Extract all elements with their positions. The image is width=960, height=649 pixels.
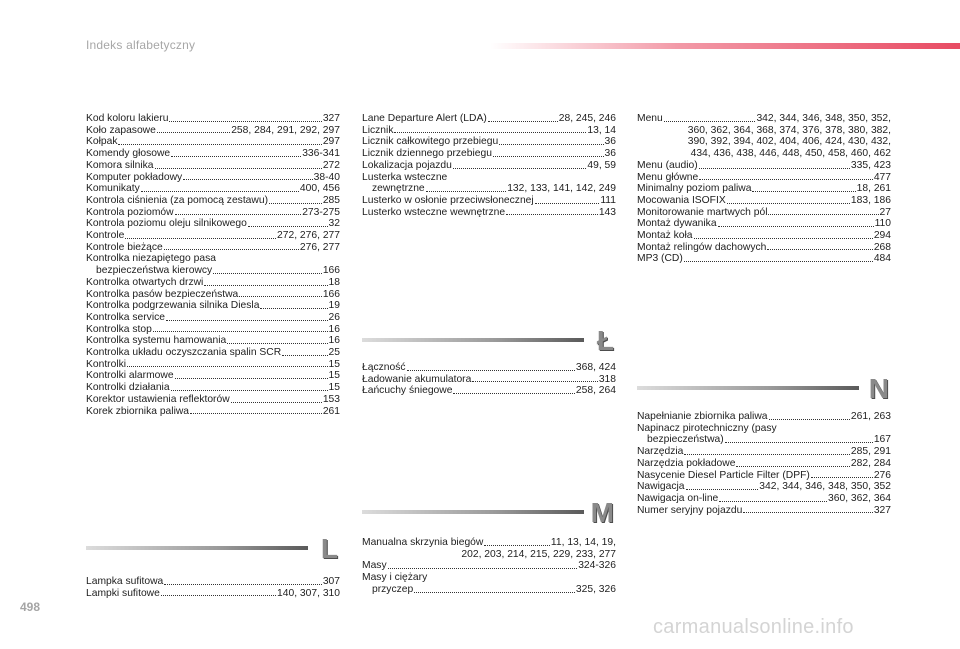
entry-term: Kontrolka otwartych drzwi <box>86 276 204 288</box>
entry-pages: 25 <box>328 347 340 359</box>
entry-term: Komunikaty <box>86 183 140 195</box>
index-entry <box>86 324 340 336</box>
entry-term: Masy <box>362 560 387 572</box>
dot-leader <box>183 179 313 180</box>
entry-term: Kontrolki alarmowe <box>86 370 174 382</box>
dot-leader <box>164 584 322 585</box>
entry-term: Menu główne <box>637 171 699 183</box>
entry-pages: 282, 284 <box>850 457 891 469</box>
entry-pages: 324-326 <box>578 560 616 572</box>
dot-leader <box>175 378 328 379</box>
entry-pages: 484 <box>873 253 891 265</box>
entry-pages: 11, 13, 14, 19, <box>550 537 616 548</box>
index-column-n <box>637 411 891 516</box>
entry-pages: 19 <box>328 300 340 312</box>
entry-pages: 32 <box>328 218 340 230</box>
dot-leader <box>686 489 759 490</box>
entry-pages: 16 <box>328 323 340 335</box>
entry-term: Lusterko wsteczne wewnętrzne <box>362 206 506 218</box>
dot-leader <box>727 203 850 204</box>
entry-term: Manualna skrzynia biegów <box>362 537 484 548</box>
dot-leader <box>407 370 575 371</box>
index-entry <box>637 493 891 505</box>
index-entry <box>637 207 891 219</box>
dot-leader <box>499 144 603 145</box>
dot-leader <box>769 419 850 420</box>
entry-term: Komputer pokładowy <box>86 171 183 183</box>
index-entry <box>637 434 891 446</box>
index-column-l-stroke <box>362 362 616 397</box>
dot-leader <box>488 121 558 122</box>
index-entry-menu <box>637 113 891 125</box>
entry-pages: 15 <box>328 370 340 382</box>
entry-term: Nawigacja on-line <box>637 492 719 504</box>
dot-leader <box>171 390 328 391</box>
dot-leader <box>699 168 850 169</box>
dot-leader <box>743 512 873 513</box>
dot-leader <box>171 156 301 157</box>
index-entry-heading: Lusterka wsteczne <box>362 171 448 183</box>
dot-leader <box>153 331 328 332</box>
section-header-l <box>86 532 338 570</box>
entry-pages: 336-341 <box>302 148 340 160</box>
watermark: carmanualsonline.info <box>653 616 854 638</box>
dot-leader <box>155 168 322 169</box>
section-header-m <box>362 496 614 534</box>
entry-pages: 36 <box>604 136 616 148</box>
dot-leader <box>127 366 327 367</box>
entry-pages: 36 <box>604 148 616 160</box>
entry-pages: 18, 261 <box>856 183 891 195</box>
entry-term: Kontrolka service <box>86 311 165 323</box>
index-column-l <box>86 576 340 599</box>
index-entry <box>86 218 340 230</box>
dot-leader <box>414 592 575 593</box>
index-entry <box>86 265 340 277</box>
entry-term: Kontrolka systemu hamowania <box>86 335 227 347</box>
entry-pages: 143 <box>598 206 616 218</box>
entry-pages: 26 <box>328 311 340 323</box>
entry-pages: 258, 284, 291, 292, 297 <box>231 124 340 136</box>
index-entry <box>637 411 891 423</box>
index-entry <box>637 481 891 493</box>
entry-term: Korektor ustawienia reflektorów <box>86 393 230 405</box>
index-entry <box>362 148 616 160</box>
entry-pages: 294 <box>873 230 891 242</box>
entry-pages: 15 <box>328 358 340 370</box>
entry-term: Nasycenie Diesel Particle Filter (DPF) <box>637 469 810 481</box>
index-entry <box>362 584 616 596</box>
entry-term: Łańcuchy śniegowe <box>362 385 453 397</box>
entry-term: Montaż relingów dachowych <box>637 241 767 253</box>
entry-pages: 140, 307, 310 <box>277 587 340 599</box>
dot-leader <box>394 132 586 133</box>
entry-term: przyczep <box>372 583 414 595</box>
dot-leader <box>227 343 327 344</box>
index-entry <box>362 195 616 207</box>
dot-leader <box>166 320 328 321</box>
entry-term: Kontrolka podgrzewania silnika Diesla <box>86 300 260 312</box>
section-letter: N <box>868 373 889 404</box>
dot-leader <box>231 402 322 403</box>
index-entry <box>86 394 340 406</box>
entry-term: Kontrolki <box>86 358 127 370</box>
entry-pages: 110 <box>874 218 891 230</box>
index-entry <box>362 362 616 374</box>
dot-leader <box>141 191 299 192</box>
entry-pages: 268 <box>873 241 891 253</box>
index-entry <box>86 195 340 207</box>
index-entry <box>637 160 891 172</box>
dot-leader <box>736 466 849 467</box>
index-entry <box>86 312 340 324</box>
entry-pages: 297 <box>322 136 340 148</box>
entry-pages: 327 <box>322 113 340 124</box>
entry-pages: 368, 424 <box>575 362 616 373</box>
section-bar <box>86 546 308 550</box>
entry-pages: 111 <box>600 194 616 206</box>
dot-leader <box>719 501 827 502</box>
index-entry <box>362 560 616 572</box>
entry-term: Kod koloru lakieru <box>86 113 169 124</box>
index-entry <box>637 172 891 184</box>
section-header-l-stroke <box>362 324 614 362</box>
index-entry <box>86 588 340 600</box>
entry-pages: 166 <box>322 265 340 277</box>
page-number: 498 <box>20 600 41 614</box>
entry-pages: 307 <box>322 576 340 587</box>
index-entry <box>637 230 891 242</box>
dot-leader <box>694 238 873 239</box>
dot-leader <box>472 381 597 382</box>
entry-term: Montaż koła <box>637 230 693 242</box>
entry-pages-continued: 360, 362, 364, 368, 374, 376, 378, 380, 382, <box>687 124 891 136</box>
index-entry-heading: Kontrolka niezapiętego pasa <box>86 253 216 265</box>
entry-pages: 276, 277 <box>299 241 340 253</box>
entry-pages: 285 <box>322 194 340 206</box>
entry-term: Kołpak <box>86 136 118 148</box>
index-entry-heading: Masy i ciężary <box>362 572 428 584</box>
entry-term: Numer seryjny pojazdu <box>637 504 743 516</box>
entry-term: Narzędzia pokładowe <box>637 457 736 469</box>
index-entry-heading: Napinacz pirotechniczny (pasy <box>637 422 777 434</box>
entry-pages: 261 <box>322 405 340 417</box>
index-column-l-continued <box>362 113 616 218</box>
dot-leader <box>699 179 873 180</box>
section-letter: Ł <box>596 325 614 356</box>
entry-pages: 360, 362, 364 <box>828 492 891 504</box>
index-entry <box>362 160 616 172</box>
dot-leader <box>426 191 507 192</box>
entry-pages-continued: 434, 436, 438, 446, 448, 450, 458, 460, 462 <box>690 148 891 160</box>
index-entry <box>86 335 340 347</box>
dot-leader <box>164 249 299 250</box>
entry-pages: 318 <box>598 373 616 385</box>
dot-leader <box>684 454 850 455</box>
entry-pages: 285, 291 <box>850 446 891 458</box>
entry-pages: 132, 133, 141, 142, 249 <box>507 183 616 195</box>
entry-term: Minimalny poziom paliwa <box>637 183 752 195</box>
entry-pages: 153 <box>322 393 340 405</box>
entry-term: Kontrolka pasów bezpieczeństwa <box>86 288 239 300</box>
index-entry <box>637 458 891 470</box>
dot-leader <box>157 132 230 133</box>
dot-leader <box>118 144 321 145</box>
dot-leader <box>718 226 874 227</box>
entry-term: Kontrole bieżące <box>86 241 163 253</box>
dot-leader <box>169 121 321 122</box>
index-entry <box>86 382 340 394</box>
page-header-title: Indeks alfabetyczny <box>86 38 196 52</box>
entry-pages: 325, 326 <box>575 583 616 595</box>
index-entry <box>86 207 340 219</box>
dot-leader <box>204 285 327 286</box>
dot-leader <box>175 214 302 215</box>
index-entry <box>86 230 340 242</box>
index-column-m <box>362 537 616 596</box>
entry-pages: 342, 344, 346, 348, 350, 352, <box>756 113 891 124</box>
entry-term: Montaż dywanika <box>637 218 717 230</box>
entry-pages: 13, 14 <box>587 124 616 136</box>
entry-term: Lampka sufitowa <box>86 576 164 587</box>
section-header-n <box>637 372 889 410</box>
index-entry <box>362 113 616 125</box>
entry-term: Kontrole <box>86 230 125 242</box>
entry-term: Koło zapasowe <box>86 124 156 136</box>
dot-leader <box>493 156 604 157</box>
section-bar <box>362 510 584 514</box>
index-entry <box>86 359 340 371</box>
index-entry <box>86 125 340 137</box>
entry-term: Kontrolki działania <box>86 382 170 394</box>
entry-pages: 335, 423 <box>850 159 891 171</box>
index-entry <box>637 505 891 517</box>
section-letter: L <box>320 533 338 564</box>
section-bar <box>637 386 859 390</box>
dot-leader <box>388 568 578 569</box>
entry-pages: 167 <box>873 434 891 446</box>
entry-term: Komendy głosowe <box>86 148 171 160</box>
section-bar <box>362 338 584 342</box>
index-entry <box>86 183 340 195</box>
entry-pages: 27 <box>879 206 891 218</box>
index-entry <box>86 277 340 289</box>
index-entry <box>86 148 340 160</box>
dot-leader <box>125 238 276 239</box>
index-entry <box>637 253 891 265</box>
entry-term: Menu (audio) <box>637 159 698 171</box>
index-entry <box>637 195 891 207</box>
entry-term: Komora silnika <box>86 159 154 171</box>
index-entry <box>637 470 891 482</box>
dot-leader <box>161 595 276 596</box>
index-entry <box>362 374 616 386</box>
index-entry <box>86 242 340 254</box>
entry-term: Lokalizacja pojazdu <box>362 159 452 171</box>
index-entry <box>86 370 340 382</box>
dot-leader <box>506 214 598 215</box>
index-entry <box>362 136 616 148</box>
index-entry <box>86 113 340 125</box>
index-entry <box>362 125 616 137</box>
entry-pages: 272 <box>322 159 340 171</box>
index-entry <box>637 446 891 458</box>
index-entry <box>86 172 340 184</box>
index-entry <box>362 207 616 219</box>
index-entry <box>362 385 616 397</box>
entry-term: Napełnianie zbiornika paliwa <box>637 411 768 422</box>
index-entry <box>86 406 340 418</box>
dot-leader <box>453 168 586 169</box>
dot-leader <box>190 413 322 414</box>
entry-pages-continued: 390, 392, 394, 402, 404, 406, 424, 430, 432, <box>687 136 891 148</box>
index-column-k <box>86 113 340 417</box>
entry-pages: 18 <box>328 276 340 288</box>
dot-leader <box>453 393 574 394</box>
dot-leader <box>484 545 550 546</box>
entry-term: Narzędzia <box>637 446 684 458</box>
entry-term: bezpieczeństwa kierowcy <box>96 265 213 277</box>
entry-term: Korek zbiornika paliwa <box>86 405 190 417</box>
entry-pages: 327 <box>873 504 891 516</box>
dot-leader <box>282 355 327 356</box>
entry-pages: 273-275 <box>302 206 340 218</box>
entry-term: bezpieczeństwa) <box>647 434 724 446</box>
entry-term: Menu <box>637 113 663 124</box>
entry-pages: 400, 456 <box>299 183 340 195</box>
dot-leader <box>767 249 872 250</box>
entry-pages: 258, 264 <box>575 385 616 397</box>
entry-pages: 28, 245, 246 <box>558 113 616 124</box>
entry-term: Kontrola poziomów <box>86 206 174 218</box>
entry-pages: 477 <box>873 171 891 183</box>
dot-leader <box>269 203 322 204</box>
entry-term: Ładowanie akumulatora <box>362 373 472 385</box>
dot-leader <box>752 191 855 192</box>
dot-leader <box>664 121 756 122</box>
index-entry <box>86 576 340 588</box>
entry-term: Licznik dziennego przebiegu <box>362 148 492 160</box>
entry-term: Licznik <box>362 124 394 136</box>
entry-term: Kontrolka stop <box>86 323 152 335</box>
index-entry <box>86 136 340 148</box>
entry-term: Kontrolka układu oczyszczania spalin SCR <box>86 347 282 359</box>
dot-leader <box>239 296 322 297</box>
index-entry <box>86 300 340 312</box>
index-column-m-continued <box>637 113 891 265</box>
entry-term: Lampki sufitowe <box>86 587 160 599</box>
entry-term: MP3 (CD) <box>637 253 683 265</box>
index-entry <box>637 242 891 254</box>
entry-pages: 261, 263 <box>850 411 891 422</box>
entry-term: zewnętrzne <box>372 183 425 195</box>
section-letter: M <box>590 497 614 528</box>
entry-pages: 183, 186 <box>850 194 891 206</box>
entry-pages: 272, 276, 277 <box>277 230 340 242</box>
index-entry <box>86 347 340 359</box>
entry-term: Nawigacja <box>637 481 685 493</box>
dot-leader <box>213 273 322 274</box>
entry-pages-continued: 202, 203, 214, 215, 229, 233, 277 <box>461 548 616 560</box>
entry-term: Lane Departure Alert (LDA) <box>362 113 487 124</box>
dot-leader <box>260 308 327 309</box>
entry-pages: 38-40 <box>313 171 340 183</box>
entry-pages: 342, 344, 346, 348, 350, 352 <box>759 481 891 493</box>
entry-term: Kontrola ciśnienia (za pomocą zestawu) <box>86 194 269 206</box>
dot-leader <box>811 477 873 478</box>
entry-term: Mocowania ISOFIX <box>637 194 726 206</box>
dot-leader <box>768 214 878 215</box>
header-accent-bar <box>490 43 960 49</box>
index-entry <box>86 289 340 301</box>
index-entry-list <box>637 160 891 265</box>
entry-term: Licznik całkowitego przebiegu <box>362 136 499 148</box>
entry-pages: 276 <box>873 469 891 481</box>
index-entry <box>86 160 340 172</box>
entry-pages: 166 <box>322 288 340 300</box>
entry-term: Kontrola poziomu oleju silnikowego <box>86 218 247 230</box>
dot-leader <box>535 203 600 204</box>
index-entry <box>637 183 891 195</box>
entry-term: Monitorowanie martwych pól <box>637 206 768 218</box>
entry-pages: 16 <box>328 335 340 347</box>
entry-term: Łączność <box>362 362 406 373</box>
dot-leader <box>684 261 873 262</box>
index-entry <box>362 183 616 195</box>
entry-pages: 15 <box>328 382 340 394</box>
entry-term: Lusterko w osłonie przeciwsłonecznej <box>362 194 534 206</box>
dot-leader <box>248 226 328 227</box>
dot-leader <box>725 442 873 443</box>
entry-pages: 49, 59 <box>587 159 616 171</box>
index-entry <box>637 218 891 230</box>
index-entry <box>362 537 616 549</box>
